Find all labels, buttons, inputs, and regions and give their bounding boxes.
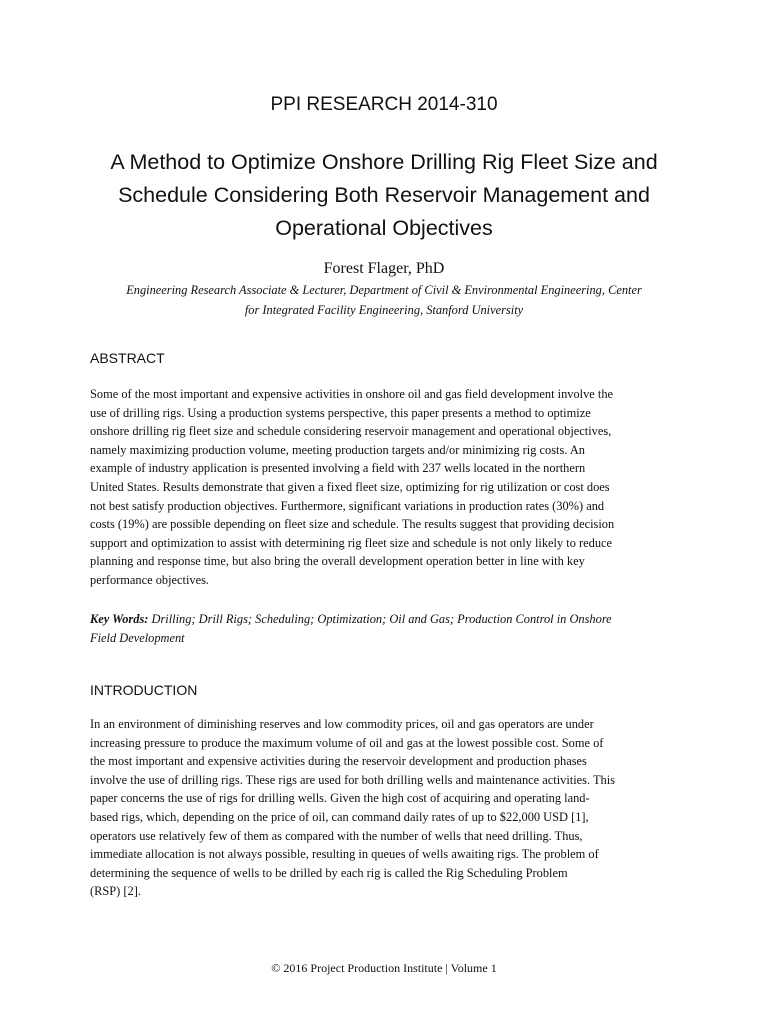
abstract-line: United States. Results demonstrate that given a fixed fleet size, optimizing for rig utilization or cost does [90, 479, 610, 494]
keywords-list: Drilling; Drill Rigs; Scheduling; Optimization; Oil and Gas; Production Control in Onshore [151, 612, 612, 626]
abstract-line: namely maximizing production volume, meeting production targets and/or minimizing rig costs. An [90, 442, 585, 457]
abstract-line: not best satisfy production objectives. Furthermore, significant variations in production rates (30%) and [90, 498, 605, 513]
abstract-line: support and optimization to assist with determining rig fleet size and schedule is not only likely to reduce [90, 535, 613, 550]
abstract-line: costs (19%) are possible depending on fleet size and schedule. The results suggest that providing decision [90, 517, 615, 532]
abstract-line: use of drilling rigs. Using a production systems perspective, this paper presents a method to optimize [90, 405, 591, 420]
author-name: Forest Flager, PhD [323, 260, 445, 277]
page-footer: © 2016 Project Production Institute | Volume 1 [271, 961, 497, 975]
introduction-heading: INTRODUCTION [90, 682, 198, 698]
introduction-line: operators use relatively few of them as compared with the number of wells that need drilling. Thus, [90, 828, 583, 843]
author-affiliation [90, 280, 678, 320]
title-line: A Method to Optimize Onshore Drilling Rig Fleet Size and [110, 150, 658, 174]
title-line: Operational Objectives [275, 216, 493, 240]
keywords [90, 610, 676, 647]
introduction-line: In an environment of diminishing reserves and low commodity prices, oil and gas operators are under [90, 717, 594, 731]
paper-title [60, 146, 708, 245]
series-identifier: PPI RESEARCH 2014-310 [270, 94, 498, 115]
introduction-line: determining the sequence of wells to be drilled by each rig is called the Rig Scheduling Problem [90, 865, 568, 880]
introduction-line: based rigs, which, depending on the price of oil, can command daily rates of up to $22,000 USD [1], [90, 809, 589, 824]
introduction-line: increasing pressure to produce the maximum volume of oil and gas at the lowest possible cost. Some of [90, 735, 604, 750]
abstract-body [90, 385, 676, 590]
introduction-line: the most important and expensive activities during the reservoir development and production phases [90, 754, 587, 769]
abstract-line: example of industry application is presented involving a field with 237 wells located in the northern [90, 461, 586, 476]
introduction-body [90, 715, 676, 901]
introduction-line: (RSP) [2]. [90, 884, 141, 899]
abstract-line: performance objectives. [90, 572, 210, 587]
keywords-line [90, 610, 676, 629]
abstract-line: planning and response time, but also bring the overall development operation better in line with key [90, 554, 585, 569]
affiliation-line: for Integrated Facility Engineering, Stanford University [244, 303, 524, 317]
keywords-label: Key Words: [90, 612, 149, 626]
introduction-line: immediate allocation is not always possible, resulting in queues of wells awaiting rigs. The problem of [90, 847, 599, 862]
keywords-list-continued: Field Development [90, 630, 185, 645]
introduction-line: involve the use of drilling rigs. These rigs are used for both drilling wells and maintenance activities. This [90, 772, 615, 787]
abstract-line: onshore drilling rig fleet size and schedule considering reservoir management and operational objectives, [90, 424, 612, 439]
abstract-heading: ABSTRACT [90, 350, 165, 366]
title-line: Schedule Considering Both Reservoir Management and [118, 183, 650, 207]
introduction-line: paper concerns the use of rigs for drilling wells. Given the high cost of acquiring and operating land- [90, 791, 590, 806]
affiliation-line: Engineering Research Associate & Lecturer, Department of Civil & Environmental Engineering, Center [126, 283, 642, 297]
abstract-line: Some of the most important and expensive activities in onshore oil and gas field development involve the [90, 387, 614, 401]
